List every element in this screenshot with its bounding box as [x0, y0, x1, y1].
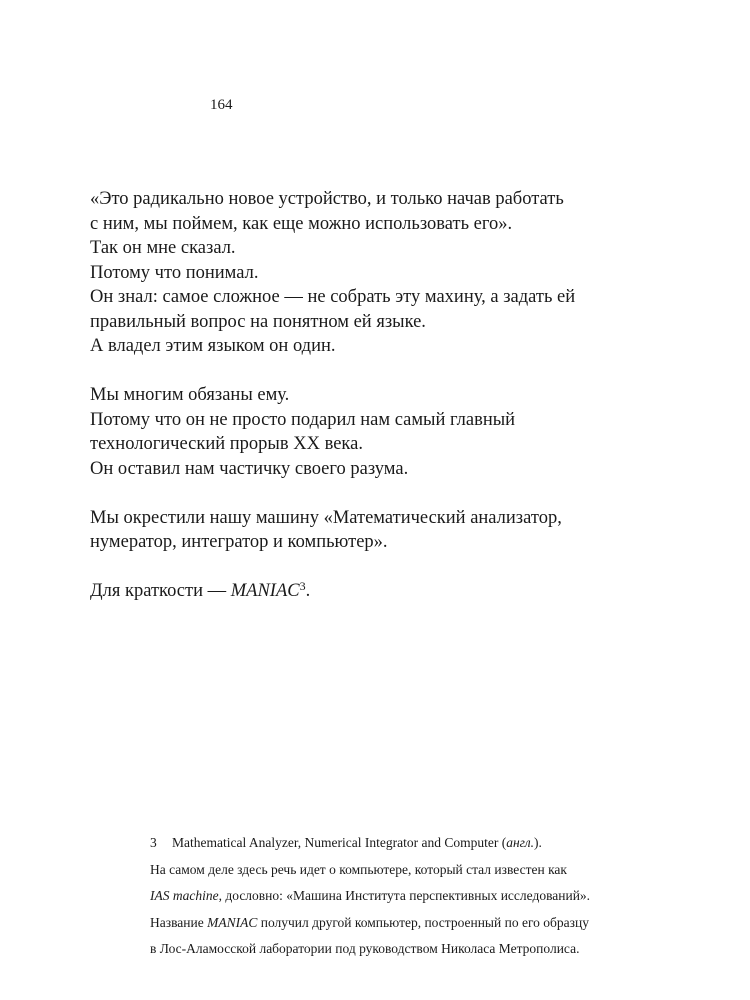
footnote — [150, 830, 710, 963]
text-line: Мы окрестили нашу машину «Математический анализатор, — [90, 507, 562, 528]
paragraph-break — [90, 555, 710, 580]
footnote-text: получил другой компьютер, построенный по его образцу — [257, 914, 589, 930]
footnote-text: ). — [534, 835, 542, 850]
footnote-text: Mathematical Analyzer, Numerical Integrator and Computer ( — [172, 835, 507, 850]
closing-suffix: . — [305, 581, 311, 601]
text-line: технологический прорыв XX века. — [90, 434, 363, 454]
footnote-line — [150, 830, 710, 857]
text-line: Мы многим обязаны ему. — [90, 385, 290, 405]
footnote-line: На самом деле здесь речь идет о компьютере, который стал известен как — [150, 861, 567, 877]
closing-line — [90, 579, 710, 604]
paragraph-break — [90, 359, 710, 384]
text-line: Потому что он не просто подарил нам самый главный — [90, 409, 516, 430]
text-line: А владел этим языком он один. — [90, 336, 336, 356]
footnote-line — [150, 910, 710, 937]
footnote-line — [150, 883, 710, 910]
footnote-text: Название — [150, 914, 208, 930]
footnote-line: в Лос-Аламосской лаборатории под руководством Николаса Метрополиса. — [150, 941, 580, 956]
text-line: Он оставил нам частичку своего разума. — [90, 458, 409, 479]
text-line: с ним, мы поймем, как еще можно использовать его». — [90, 213, 513, 234]
text-line: «Это радикально новое устройство, и только начав работать — [90, 189, 564, 209]
footnote-italic: MANIAC — [207, 914, 258, 930]
text-line: Потому что понимал. — [90, 262, 259, 283]
paragraph-break — [90, 481, 710, 506]
text-line: нумератор, интегратор и компьютер». — [90, 532, 388, 552]
footnote-italic: англ. — [506, 835, 535, 850]
footnote-italic: IAS machine — [150, 888, 219, 903]
footnote-number: 3 — [150, 835, 157, 850]
text-line: Так он мне сказал. — [90, 238, 236, 258]
body-text — [90, 187, 710, 604]
page-number: 164 — [210, 97, 233, 113]
maniac-term: MANIAC — [230, 581, 300, 601]
footnote-reference[interactable]: 3 — [299, 579, 306, 593]
text-line: правильный вопрос на понятном ей языке. — [90, 311, 426, 332]
text-line: Он знал: самое сложное — не собрать эту махину, а задать ей — [90, 287, 576, 307]
footnote-text: , дословно: «Машина Института перспективных исследований». — [218, 888, 591, 903]
closing-prefix: Для краткости — — [90, 581, 231, 601]
